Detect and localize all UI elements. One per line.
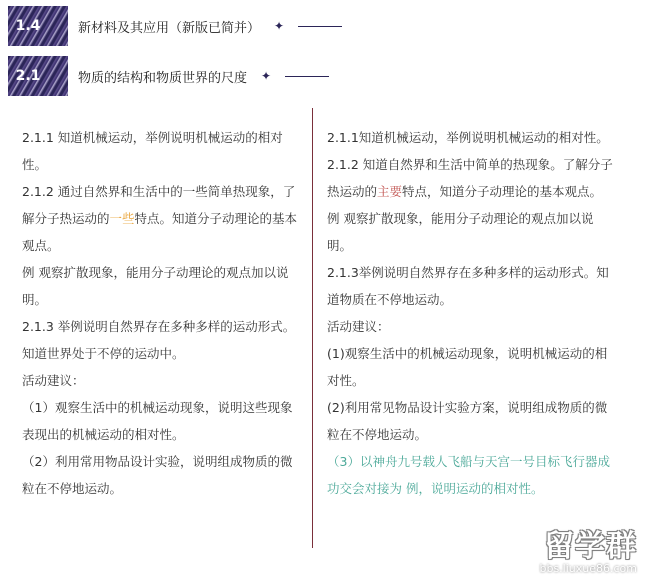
section-header-1-4 bbox=[8, 6, 342, 46]
section-badge bbox=[8, 56, 68, 96]
text: 2.1.2 通过自然界和生活中的一些简单热现象，了解分子热运动的 bbox=[22, 184, 296, 226]
new-paragraph: （3）以神舟九号载人飞船与天宫一号目标飞行器成功交会对接为 例，说明运动的相对性。 bbox=[327, 454, 610, 496]
paragraph: 2.1.3举例说明自然界存在多种多样的运动形式。知道物质在不停地运动。 bbox=[327, 265, 609, 307]
paragraph bbox=[22, 178, 304, 259]
divider-line bbox=[285, 76, 329, 77]
paragraph: 2.1.1知道机械运动，举例说明机械运动的相对性。 bbox=[327, 130, 609, 145]
left-column bbox=[22, 124, 304, 502]
paragraph: (1)观察生活中的机械运动现象，说明机械运动的相对性。 bbox=[327, 346, 608, 388]
text: 2.1.2 知道自然界和生活中简单的热现象。了解分子热运动的 bbox=[327, 157, 613, 199]
text: 特点。知道分子动理论的基本观点。 bbox=[22, 211, 298, 253]
paragraph bbox=[327, 151, 617, 205]
paragraph: 2.1.3 举例说明自然界存在多种多样的运动形式。知道世界处于不停的运动中。 bbox=[22, 319, 296, 361]
paragraph: (2)利用常见物品设计实验方案，说明组成物质的微粒在不停地运动。 bbox=[327, 400, 608, 442]
star-icon: ✦ bbox=[274, 19, 285, 33]
divider-line bbox=[298, 26, 342, 27]
paragraph: （2）利用常用物品设计实验，说明组成物质的微粒在不停地运动。 bbox=[22, 454, 293, 496]
section-number: 1.4 bbox=[15, 18, 41, 34]
paragraph: 例 观察扩散现象，能用分子动理论的观点加以说明。 bbox=[327, 211, 594, 253]
column-divider bbox=[312, 108, 313, 548]
text: 特点，知道分子动理论的基本观点。 bbox=[402, 184, 603, 199]
highlight-text: 一些 bbox=[109, 211, 135, 226]
paragraph: 例 观察扩散现象，能用分子动理论的观点加以说明。 bbox=[22, 265, 289, 307]
paragraph: （1）观察生活中的机械运动现象，说明这些现象表现出的机械运动的相对性。 bbox=[22, 400, 293, 442]
watermark-url: bbs.liuxue86.com bbox=[539, 562, 637, 575]
watermark-logo: 留学群 bbox=[544, 529, 637, 564]
paragraph: 2.1.1 知道机械运动，举例说明机械运动的相对性。 bbox=[22, 130, 283, 172]
paragraph: 活动建议： bbox=[327, 319, 390, 334]
highlight-text: 主要 bbox=[377, 184, 403, 199]
section-header-2-1 bbox=[8, 56, 329, 96]
section-title: 物质的结构和物质世界的尺度 bbox=[78, 70, 248, 86]
section-badge bbox=[8, 6, 68, 46]
star-icon: ✦ bbox=[261, 69, 272, 83]
right-column bbox=[327, 124, 617, 502]
watermark bbox=[539, 529, 637, 575]
section-title: 新材料及其应用（新版已简并） bbox=[78, 20, 261, 36]
section-number: 2.1 bbox=[15, 68, 41, 84]
paragraph: 活动建议： bbox=[22, 373, 85, 388]
